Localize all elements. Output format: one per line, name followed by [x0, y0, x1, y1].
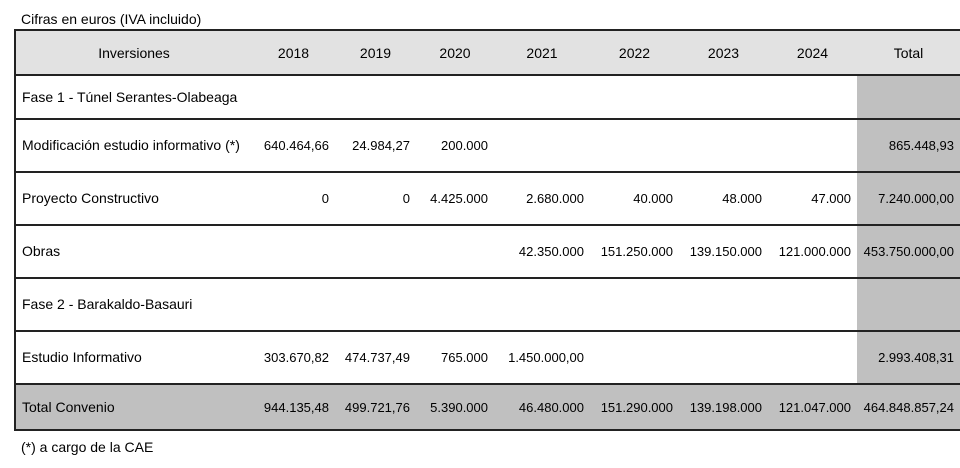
- row-label: Obras: [15, 225, 252, 278]
- row-total: 7.240.000,00: [857, 172, 960, 225]
- row-total: 453.750.000,00: [857, 225, 960, 278]
- cell: 24.984,27: [335, 119, 416, 172]
- cell: 139.150.000: [679, 225, 768, 278]
- cell: [590, 278, 679, 331]
- row-label: Estudio Informativo: [15, 331, 252, 384]
- header-inversiones: Inversiones: [15, 30, 252, 75]
- cell: 303.670,82: [252, 331, 335, 384]
- investments-table: [14, 29, 960, 431]
- cell: [494, 119, 590, 172]
- cell: [335, 225, 416, 278]
- cell: [679, 331, 768, 384]
- cell: 47.000: [768, 172, 857, 225]
- cell: [494, 75, 590, 119]
- cell: [252, 75, 335, 119]
- row-label: Fase 1 - Túnel Serantes-Olabeaga: [15, 75, 252, 119]
- row-total: 865.448,93: [857, 119, 960, 172]
- cell: [679, 278, 768, 331]
- table-header-row: [15, 30, 960, 75]
- cell: 48.000: [679, 172, 768, 225]
- cell: [252, 278, 335, 331]
- cell: [590, 331, 679, 384]
- total-cell: 944.135,48: [252, 384, 335, 430]
- cell: [494, 278, 590, 331]
- table-row: [15, 119, 960, 172]
- cell: 121.000.000: [768, 225, 857, 278]
- cell: [590, 75, 679, 119]
- table-row: [15, 225, 960, 278]
- header-year: 2020: [416, 30, 494, 75]
- cell: [416, 75, 494, 119]
- table-row: [15, 172, 960, 225]
- header-year: 2021: [494, 30, 590, 75]
- row-label: Proyecto Constructivo: [15, 172, 252, 225]
- cell: [768, 119, 857, 172]
- cell: 4.425.000: [416, 172, 494, 225]
- cell: 640.464,66: [252, 119, 335, 172]
- total-cell: 139.198.000: [679, 384, 768, 430]
- header-year: 2023: [679, 30, 768, 75]
- cell: 200.000: [416, 119, 494, 172]
- total-cell: 151.290.000: [590, 384, 679, 430]
- cell: 2.680.000: [494, 172, 590, 225]
- header-year: 2022: [590, 30, 679, 75]
- cell: 151.250.000: [590, 225, 679, 278]
- cell: [768, 278, 857, 331]
- table-row: [15, 278, 960, 331]
- cell: [768, 75, 857, 119]
- header-year: 2018: [252, 30, 335, 75]
- total-cell: 5.390.000: [416, 384, 494, 430]
- header-total: Total: [857, 30, 960, 75]
- cell: 42.350.000: [494, 225, 590, 278]
- cell: 474.737,49: [335, 331, 416, 384]
- cell: 40.000: [590, 172, 679, 225]
- cell: 0: [335, 172, 416, 225]
- cell: [679, 119, 768, 172]
- table-row: [15, 75, 960, 119]
- row-label: Fase 2 - Barakaldo-Basauri: [15, 278, 252, 331]
- cell: 0: [252, 172, 335, 225]
- cell: [335, 75, 416, 119]
- table-total-row: [15, 384, 960, 430]
- header-year: 2024: [768, 30, 857, 75]
- total-cell: 121.047.000: [768, 384, 857, 430]
- cell: [252, 225, 335, 278]
- row-total: 2.993.408,31: [857, 331, 960, 384]
- caption-top: Cifras en euros (IVA incluido): [21, 11, 202, 27]
- grand-total: 464.848.857,24: [857, 384, 960, 430]
- total-cell: 46.480.000: [494, 384, 590, 430]
- row-total: [857, 278, 960, 331]
- header-year: 2019: [335, 30, 416, 75]
- cell: [768, 331, 857, 384]
- cell: 765.000: [416, 331, 494, 384]
- table-row: [15, 331, 960, 384]
- cell: [679, 75, 768, 119]
- cell: 1.450.000,00: [494, 331, 590, 384]
- cell: [416, 278, 494, 331]
- cell: [416, 225, 494, 278]
- total-cell: 499.721,76: [335, 384, 416, 430]
- row-label: Modificación estudio informativo (*): [15, 119, 252, 172]
- cell: [335, 278, 416, 331]
- total-convenio-label: Total Convenio: [15, 384, 252, 430]
- cell: [590, 119, 679, 172]
- row-total: [857, 75, 960, 119]
- footnote: (*) a cargo de la CAE: [21, 439, 154, 455]
